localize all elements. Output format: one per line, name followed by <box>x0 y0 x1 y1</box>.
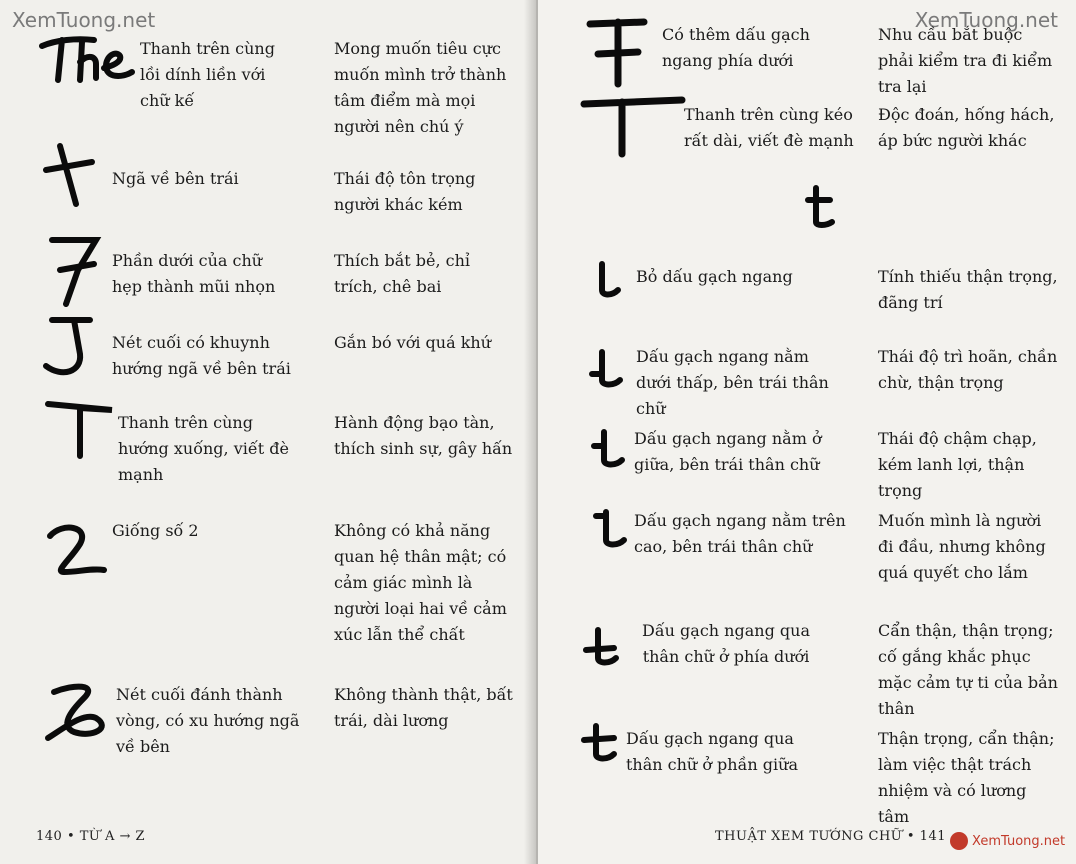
meaning-cell: Hành động bạo tàn, thích sinh sự, gây hấn <box>334 413 513 458</box>
description-cell: Bỏ dấu gạch ngang <box>636 267 793 286</box>
handwritten-t-slanted-bar-icon <box>40 394 120 464</box>
watermark-right: XemTuong.net <box>914 8 1058 32</box>
left-page <box>0 0 536 864</box>
meaning-cell: Thái độ tôn trọng người khác kém <box>334 169 476 214</box>
meaning-cell: Tính thiếu thận trọng, đãng trí <box>878 267 1058 312</box>
handwritten-t-small-icon <box>804 184 836 230</box>
meaning-cell: Thích bắt bẻ, chỉ trích, chê bai <box>334 251 471 296</box>
meaning-cell: Không có khả năng quan hệ thân mật; có cảm giác mình là người loại hai về cảm xúc lẫn thể chất <box>334 521 507 644</box>
handwritten-t-leaning-icon <box>40 140 100 210</box>
handwritten-the-icon <box>36 32 136 86</box>
meaning-cell: Mong muốn tiêu cực muốn mình trở thành tâm điểm mà mọi người nên chú ý <box>334 39 507 136</box>
handwritten-t-high-left-bar-icon <box>592 508 628 548</box>
meaning-cell: Thái độ chậm chạp, kém lanh lợi, thận trọng <box>878 429 1037 500</box>
right-page <box>538 0 1076 864</box>
description-cell: Nét cuối có khuynh hướng ngã về bên trái <box>112 333 291 378</box>
description-cell: Phần dưới của chữ hẹp thành mũi nhọn <box>112 251 276 296</box>
logo-text: XemTuong.net <box>972 833 1066 849</box>
handwritten-t-double-bar-icon <box>582 12 652 88</box>
logo-mark-icon <box>950 832 968 850</box>
page-folio-right: THUẬT XEM TƯỚNG CHỮ • 141 <box>714 829 946 844</box>
handwritten-2-shape-icon <box>40 518 110 580</box>
handwritten-t-mid-cross-icon <box>580 722 620 762</box>
meaning-cell: Cẩn thận, thận trọng; cố gắng khắc phục mặc cảm tự ti của bản thân <box>878 621 1058 718</box>
description-cell: Thanh trên cùng kéo rất dài, viết đè mạnh <box>684 105 854 150</box>
meaning-cell: Thái độ trì hoãn, chần chừ, thận trọng <box>878 347 1058 392</box>
description-cell: Ngã về bên trái <box>112 169 239 188</box>
handwritten-t-no-bar-icon <box>592 260 622 298</box>
handwritten-t-low-cross-icon <box>582 626 622 666</box>
description-cell: Thanh trên cùng hướng xuống, viết đè mạnh <box>118 413 289 484</box>
handwritten-7-icon <box>44 232 104 310</box>
meaning-cell: Không thành thật, bất trái, dài lương <box>334 685 513 730</box>
meaning-cell: Độc đoán, hống hách, áp bức người khác <box>878 105 1055 150</box>
meaning-cell: Nhu cầu bắt buộc phải kiểm tra đi kiểm tra lại <box>878 25 1053 96</box>
meaning-cell: Muốn mình là người đi đầu, nhưng không quá quyết cho lắm <box>878 511 1046 582</box>
description-cell: Dấu gạch ngang nằm ở giữa, bên trái thân chữ <box>634 429 822 474</box>
handwritten-t-long-bar-icon <box>578 92 688 160</box>
description-cell: Dấu gạch ngang nằm dưới thấp, bên trái thân chữ <box>636 347 829 418</box>
description-cell: Có thêm dấu gạch ngang phía dưới <box>662 25 810 70</box>
handwritten-j-hook-icon <box>34 314 104 382</box>
meaning-cell: Gắn bó với quá khứ <box>334 333 492 352</box>
site-logo <box>950 828 1068 854</box>
description-cell: Thanh trên cùng lồi dính liền với chữ kế <box>140 39 275 110</box>
description-cell: Giống số 2 <box>112 521 199 540</box>
description-cell: Nét cuối đánh thành vòng, có xu hướng ngã về bên <box>116 685 300 756</box>
handwritten-looped-z-icon <box>40 676 120 746</box>
description-cell: Dấu gạch ngang nằm trên cao, bên trái thân chữ <box>634 511 846 556</box>
handwritten-t-low-left-bar-icon <box>588 348 624 388</box>
description-cell: Dấu gạch ngang qua thân chữ ở phần giữa <box>626 729 798 774</box>
meaning-cell: Thận trọng, cẩn thận; làm việc thật trách nhiệm và có lương tâm <box>878 729 1055 826</box>
handwritten-t-mid-left-bar-icon <box>590 428 626 468</box>
description-cell: Dấu gạch ngang qua thân chữ ở phía dưới <box>642 621 810 666</box>
page-folio-left: 140 • TỪ A → Z <box>36 829 146 844</box>
watermark-left: XemTuong.net <box>12 8 156 32</box>
